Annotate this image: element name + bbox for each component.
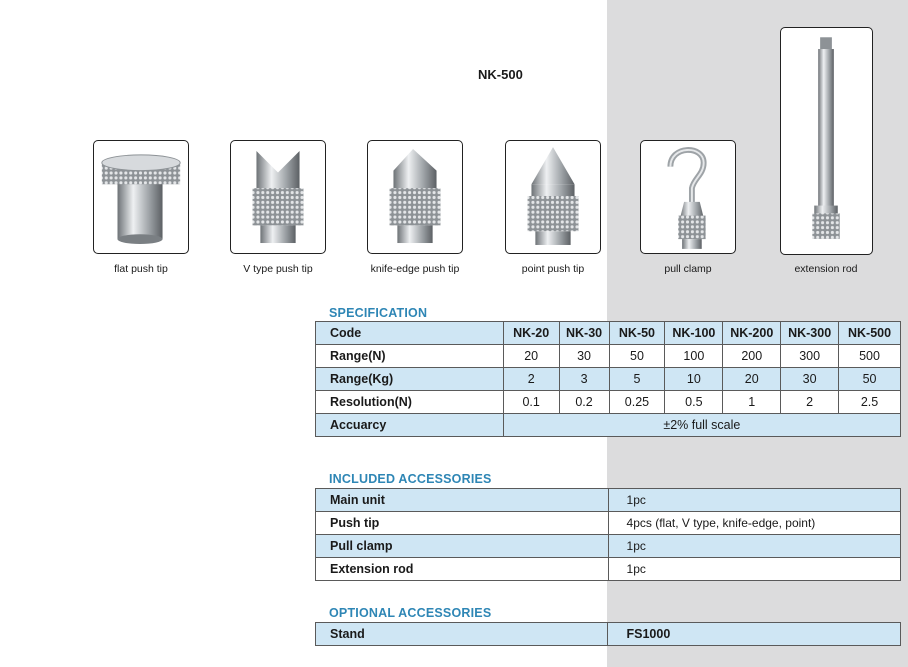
spec-cell: 0.2 xyxy=(559,391,609,414)
table-row xyxy=(316,391,901,414)
spec-header-row xyxy=(316,322,901,345)
spec-cell: 50 xyxy=(839,368,901,391)
spec-cell: 0.5 xyxy=(665,391,723,414)
spec-cell: 3 xyxy=(559,368,609,391)
flat-push-tip-icon xyxy=(93,140,189,254)
spec-row-label: Range(Kg) xyxy=(316,368,504,391)
spec-header-cell: NK-500 xyxy=(839,322,901,345)
table-row xyxy=(316,345,901,368)
spec-row-label: Accuarcy xyxy=(316,414,504,437)
spec-cell: 100 xyxy=(665,345,723,368)
spec-cell: 2 xyxy=(503,368,559,391)
optional-accessories-table xyxy=(315,622,901,646)
accessory-label: Pull clamp xyxy=(316,535,609,558)
spec-cell: 20 xyxy=(723,368,781,391)
included-accessories-title: INCLUDED ACCESSORIES xyxy=(329,472,492,486)
accessory-label: Main unit xyxy=(316,489,609,512)
spec-cell: 5 xyxy=(609,368,665,391)
accessory-label: Stand xyxy=(316,623,608,646)
accessory-quantity: 4pcs (flat, V type, knife-edge, point) xyxy=(608,512,900,535)
knife-edge-push-tip-icon xyxy=(367,140,463,254)
tip-caption-extension-rod: extension rod xyxy=(794,263,858,275)
tip-caption-flat: flat push tip xyxy=(114,263,168,275)
spec-header-cell: NK-50 xyxy=(609,322,665,345)
spec-cell: 20 xyxy=(503,345,559,368)
model-title: NK-500 xyxy=(478,67,523,82)
accessory-quantity: 1pc xyxy=(608,489,900,512)
spec-cell: 30 xyxy=(559,345,609,368)
accessory-code: FS1000 xyxy=(608,623,901,646)
specification-title: SPECIFICATION xyxy=(329,306,428,320)
tip-caption-v-type: V type push tip xyxy=(243,263,313,275)
table-row xyxy=(316,489,901,512)
point-push-tip-icon xyxy=(505,140,601,254)
spec-cell: 10 xyxy=(665,368,723,391)
v-type-push-tip-icon xyxy=(230,140,326,254)
table-row xyxy=(316,558,901,581)
table-row xyxy=(316,623,901,646)
spec-cell: 0.25 xyxy=(609,391,665,414)
spec-header-cell: NK-100 xyxy=(665,322,723,345)
spec-cell: 1 xyxy=(723,391,781,414)
spec-cell: 2.5 xyxy=(839,391,901,414)
accessory-label: Extension rod xyxy=(316,558,609,581)
included-accessories-table xyxy=(315,488,901,581)
spec-cell: 500 xyxy=(839,345,901,368)
pull-clamp-icon xyxy=(640,140,736,254)
spec-header-cell: NK-30 xyxy=(559,322,609,345)
spec-header-cell: Code xyxy=(316,322,504,345)
spec-row-label: Range(N) xyxy=(316,345,504,368)
accessory-quantity: 1pc xyxy=(608,535,900,558)
table-row xyxy=(316,368,901,391)
accessory-quantity: 1pc xyxy=(608,558,900,581)
accuracy-value: ±2% full scale xyxy=(503,414,900,437)
spec-cell: 300 xyxy=(781,345,839,368)
spec-row-label: Resolution(N) xyxy=(316,391,504,414)
spec-cell: 0.1 xyxy=(503,391,559,414)
optional-accessories-title: OPTIONAL ACCESSORIES xyxy=(329,606,492,620)
specification-table xyxy=(315,321,901,437)
spec-cell: 200 xyxy=(723,345,781,368)
spec-header-cell: NK-300 xyxy=(781,322,839,345)
spec-header-cell: NK-20 xyxy=(503,322,559,345)
accessory-label: Push tip xyxy=(316,512,609,535)
spec-cell: 30 xyxy=(781,368,839,391)
tip-caption-knife-edge: knife-edge push tip xyxy=(370,263,460,275)
extension-rod-icon xyxy=(780,27,873,255)
spec-cell: 2 xyxy=(781,391,839,414)
tip-caption-point: point push tip xyxy=(521,263,585,275)
table-row xyxy=(316,414,901,437)
table-row xyxy=(316,535,901,558)
spec-cell: 50 xyxy=(609,345,665,368)
tip-caption-pull-clamp: pull clamp xyxy=(664,263,712,275)
spec-header-cell: NK-200 xyxy=(723,322,781,345)
table-row xyxy=(316,512,901,535)
